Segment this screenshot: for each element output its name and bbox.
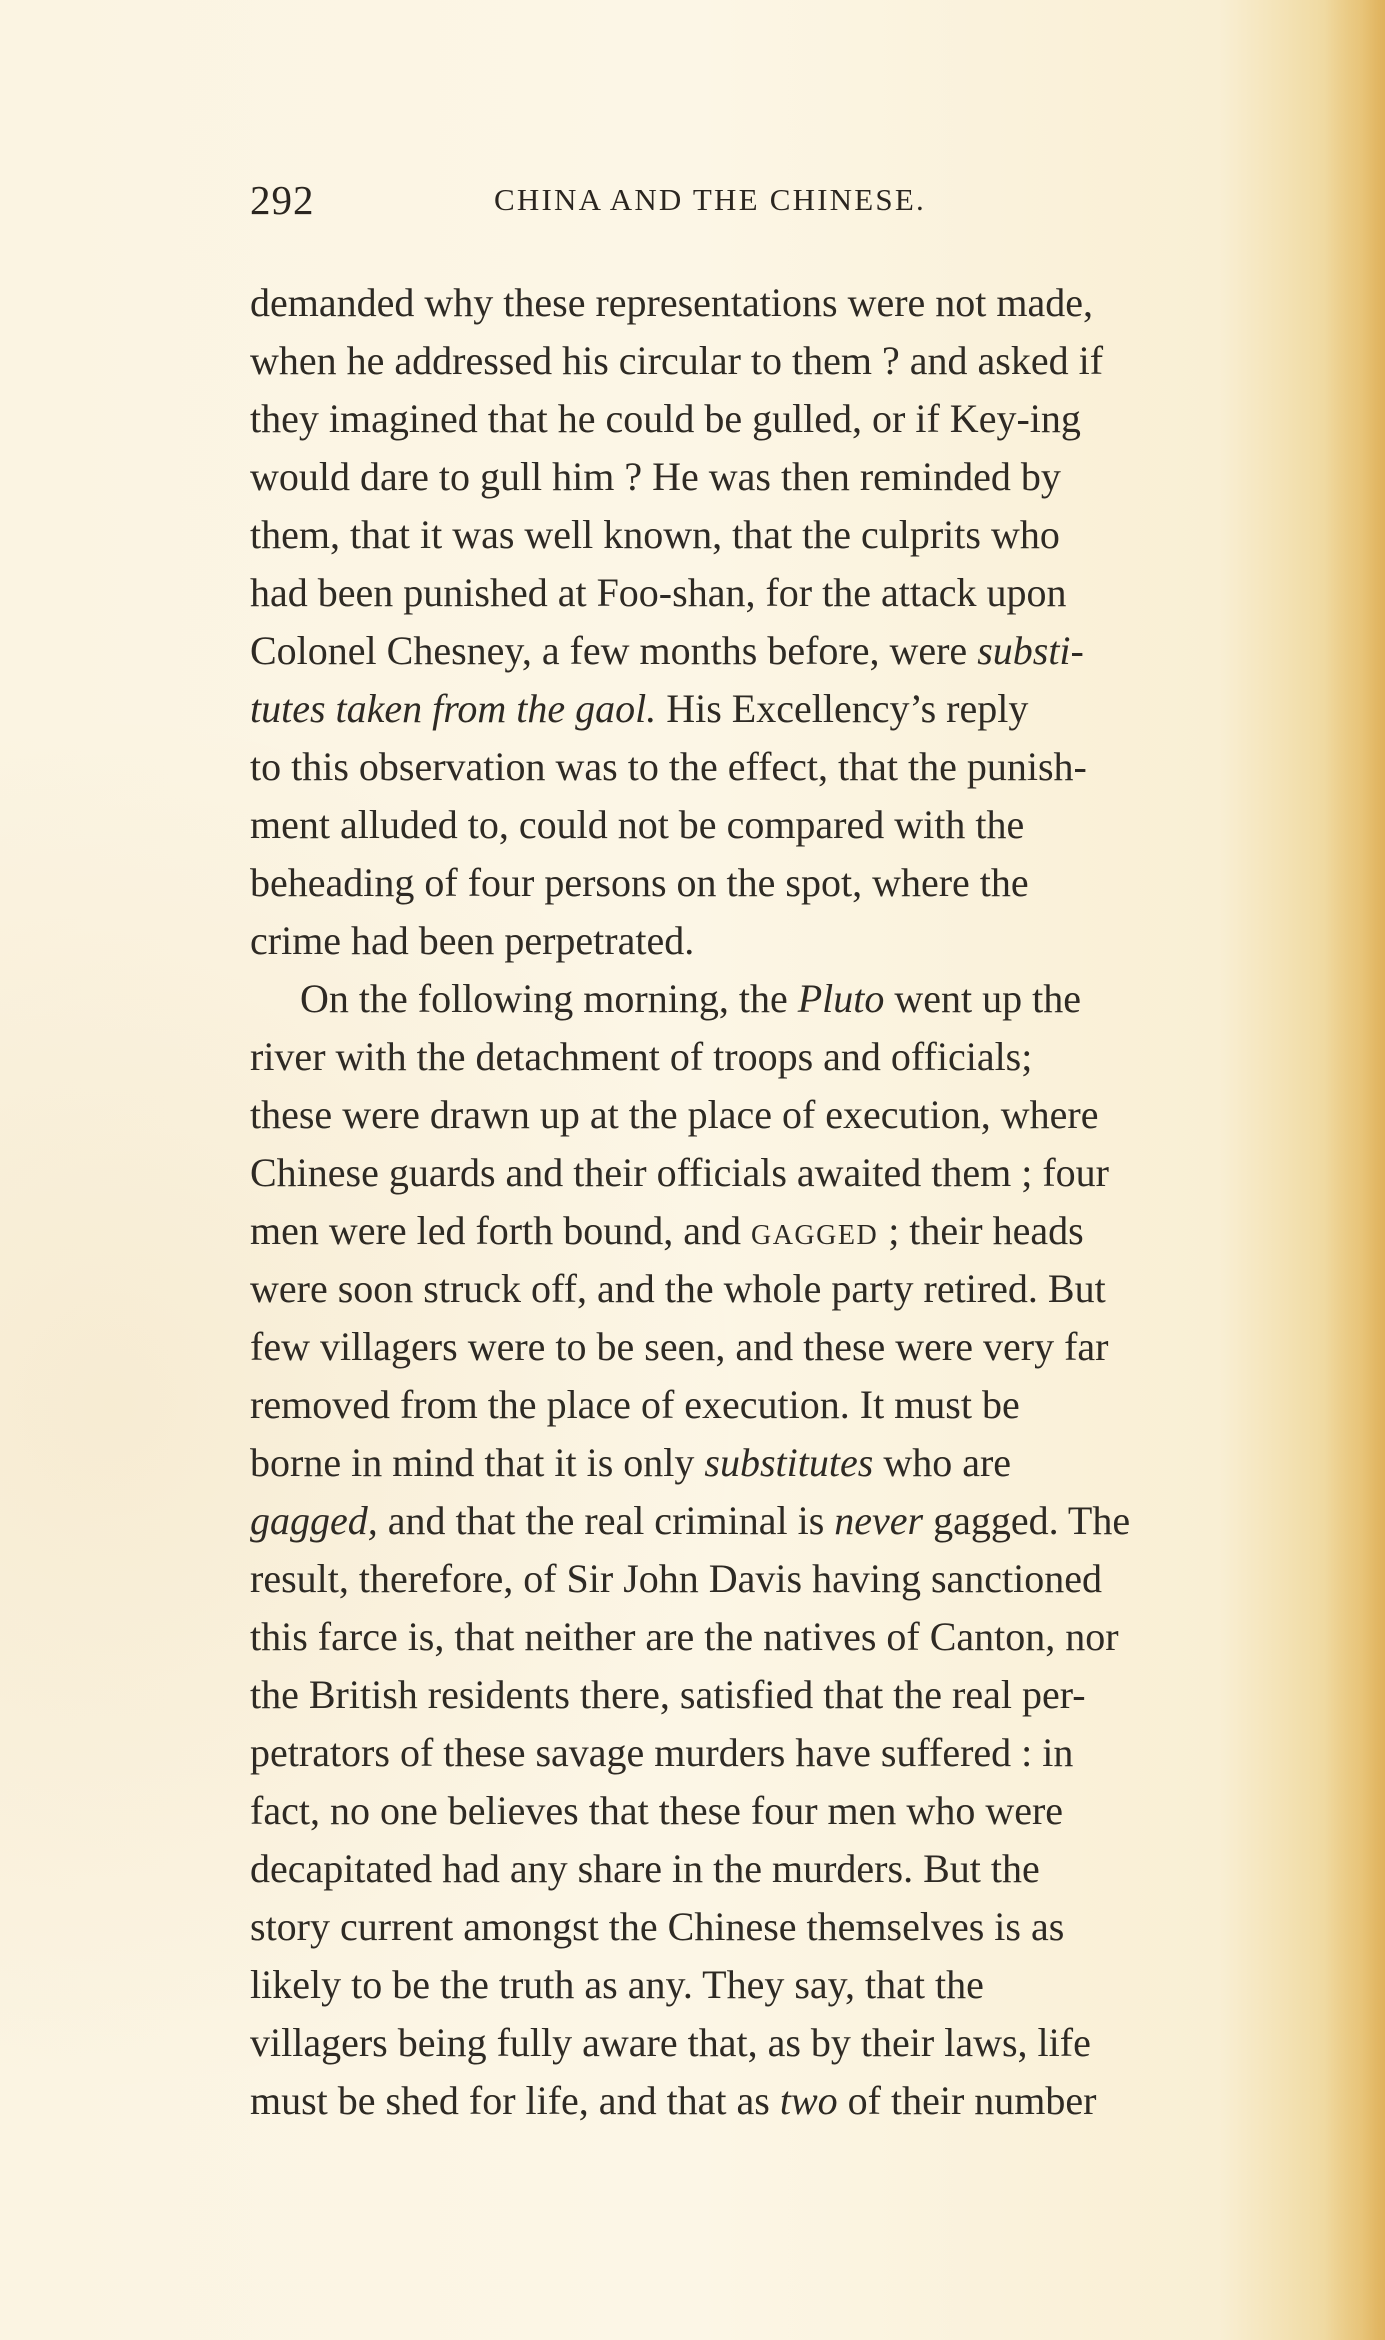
text-line: Colonel Chesney, a few months before, were substi- [250,628,1084,673]
text-line: Chinese guards and their officials awaited them ; four [250,1150,1110,1195]
text-line: petrators of these savage murders have suffered : in [250,1730,1074,1775]
text-line: the British residents there, satisfied that the real per- [250,1672,1086,1717]
italic-text: tutes taken from the gaol. [250,686,657,731]
text-line: when he addressed his circular to them ? and asked if [250,338,1104,383]
page-number: 292 [250,177,315,223]
text-line: would dare to gull him ? He was then reminded by [250,454,1061,499]
text-line: borne in mind that it is only substitutes who are [250,1440,1012,1485]
text-line: likely to be the truth as any. They say, that the [250,1962,984,2007]
text-line: crime had been perpetrated. [250,918,695,963]
text-line: had been punished at Foo-shan, for the attack upon [250,570,1067,615]
text-line: few villagers were to be seen, and these were very far [250,1324,1109,1369]
text-line: fact, no one believes that these four men who were [250,1788,1064,1833]
italic-text: never [834,1498,924,1543]
text-line: to this observation was to the effect, that the punish- [250,744,1087,789]
small-caps-text: GAGGED [750,1220,879,1251]
body-text [250,274,1335,2130]
paragraph-start-line: On the following morning, the Pluto went up the [300,976,1082,1021]
text-line: this farce is, that neither are the natives of Canton, nor [250,1614,1119,1659]
italic-text: Pluto [797,976,885,1021]
text-line: gagged, and that the real criminal is never gagged. The [250,1498,1131,1543]
text-line: them, that it was well known, that the culprits who [250,512,1060,557]
text-line: they imagined that he could be gulled, or if Key-ing [250,396,1081,441]
text-line: decapitated had any share in the murders. But the [250,1846,1040,1891]
text-line: river with the detachment of troops and officials; [250,1034,1033,1079]
page-header [250,176,1090,236]
text-line: men were led forth bound, and GAGGED ; their heads [250,1208,1084,1253]
text-line: these were drawn up at the place of execution, where [250,1092,1099,1137]
text-line: ment alluded to, could not be compared with the [250,802,1025,847]
text-line: tutes taken from the gaol. His Excellency’s reply [250,686,1029,731]
text-line: demanded why these representations were not made, [250,280,1094,325]
text-line: must be shed for life, and that as two of their number [250,2078,1097,2123]
text-line: villagers being fully aware that, as by their laws, life [250,2020,1091,2065]
italic-text: substi- [977,628,1084,673]
running-head: CHINA AND THE CHINESE. [494,182,926,217]
text-line: story current amongst the Chinese themselves is as [250,1904,1065,1949]
text-line: removed from the place of execution. It must be [250,1382,1020,1427]
italic-text: two [779,2078,838,2123]
italic-text: gagged, [250,1498,378,1543]
text-line: beheading of four persons on the spot, where the [250,860,1029,905]
text-line: were soon struck off, and the whole party retired. But [250,1266,1106,1311]
italic-text: substitutes [704,1440,874,1485]
text-line: result, therefore, of Sir John Davis having sanctioned [250,1556,1103,1601]
